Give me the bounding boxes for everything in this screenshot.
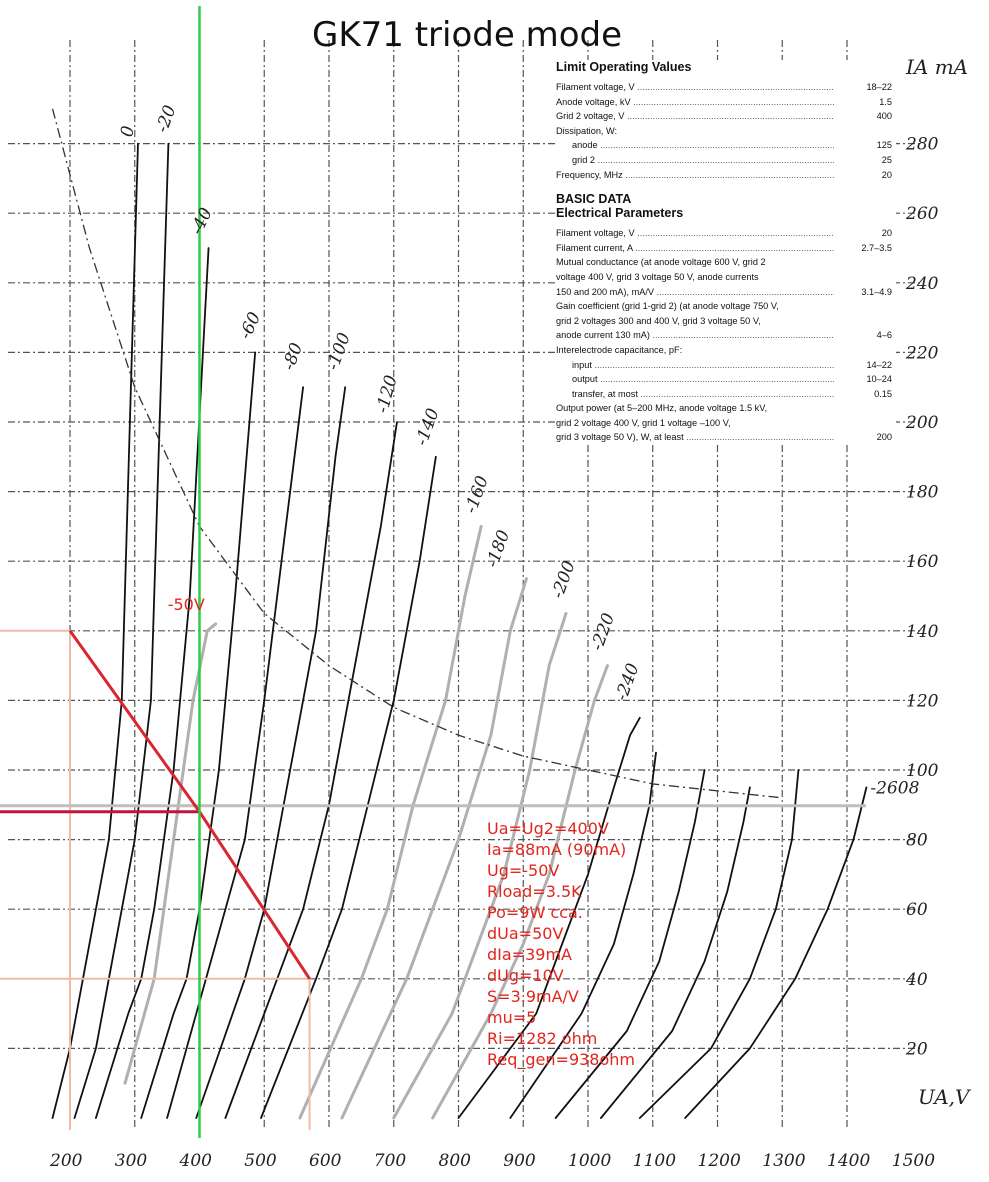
electrical-row: Filament current, A ..... 2.7–3.5: [556, 241, 896, 256]
basic-data-title: BASIC DATA: [556, 192, 632, 207]
curve-label: -220: [587, 610, 620, 654]
curve-label: -240: [611, 660, 644, 704]
mutual-text-2: voltage 400 V, grid 3 voltage 50 V, anode currents: [556, 271, 759, 282]
y-tick-label: 100: [906, 761, 939, 781]
curve-label: -60: [235, 309, 266, 343]
annotation-line: dUg=10V: [487, 966, 564, 985]
curve-label: -160: [461, 473, 493, 517]
annotation-line: Ri=1282 ohm: [487, 1029, 598, 1048]
x-tick-label: 1200: [697, 1151, 741, 1171]
annotation-line: dIa=39mA: [487, 945, 572, 964]
y-tick-label: 280: [906, 134, 939, 155]
y-tick-label: 240: [906, 273, 939, 294]
curve--160: [300, 526, 481, 1118]
annotation-line: Po=9W cca.: [487, 903, 583, 922]
x-tick-label: 1000: [568, 1151, 612, 1171]
y-tick-label: 140: [906, 621, 939, 642]
curve--100: [196, 387, 345, 1118]
curve-label: -140: [411, 405, 444, 449]
x-tick-label: 1500: [891, 1151, 936, 1171]
limit-title: Limit Operating Values: [556, 60, 692, 74]
output-row: grid 3 voltage 50 V), W, at least ..... 200: [556, 430, 896, 445]
x-tick-label: 1100: [632, 1151, 677, 1171]
curve-label: -40: [186, 204, 217, 239]
limit-row: grid 2 ..... 25: [556, 153, 896, 168]
mutual-row: 150 and 200 mA), mA/V ..... 3.1–4.9: [556, 285, 896, 300]
curve--2608: [685, 787, 866, 1118]
annotation-line: S=3.9mA/V: [487, 987, 579, 1006]
y-tick-label: 120: [906, 691, 939, 712]
electrical-title: Electrical Parameters: [556, 206, 684, 221]
limit-row: Grid 2 voltage, V ..... 400: [556, 109, 896, 124]
limit-row: Dissipation, W:: [556, 125, 618, 136]
y-tick-label: 60: [906, 900, 928, 921]
electrical-row: Filament voltage, V ..... 20: [556, 226, 896, 241]
y-axis-label: IA mA: [906, 55, 969, 79]
annotation-line: Rload=3.5K: [487, 882, 582, 901]
chart-title: GK71 triode mode: [312, 15, 623, 55]
limit-row: Anode voltage, kV ..... 1.5: [556, 95, 896, 110]
spec-table: [556, 60, 896, 445]
x-tick-label: 600: [309, 1151, 342, 1171]
gain-text-1: Gain coefficient (grid 1-grid 2) (at anode voltage 750 V,: [556, 301, 779, 312]
y-tick-label: 40: [906, 969, 928, 990]
curve-label: 0: [117, 124, 139, 139]
gain-row: anode current 130 mA) ..... 4–6: [556, 328, 896, 343]
capacitance-title: Interelectrode capacitance, pF:: [556, 344, 683, 355]
curve-label: -100: [323, 330, 355, 373]
y-tick-label: 200: [906, 413, 939, 433]
y-tick-label: 80: [906, 830, 928, 851]
capacitance-rows: [556, 358, 896, 402]
y-tick-label: 160: [906, 552, 939, 573]
curve-label: -20: [152, 102, 181, 136]
electrical-rows: [556, 226, 896, 255]
limit-rows: [556, 80, 896, 182]
y-tick-label: 220: [906, 343, 939, 364]
annotation-line: Ia=88mA (90mA): [487, 840, 627, 859]
x-tick-label: 800: [438, 1151, 471, 1171]
annotation-line: Req_gen=938ohm: [487, 1050, 635, 1069]
output-text-2: grid 2 voltage 400 V, grid 1 voltage –100 V,: [556, 417, 731, 428]
mutual-text-1: Mutual conductance (at anode voltage 600 V, grid 2: [556, 257, 766, 268]
x-tick-label: 900: [503, 1151, 536, 1171]
curve-label: -50V: [167, 594, 205, 614]
curve-label: -2608: [870, 778, 920, 799]
x-axis-label: UA,V: [918, 1085, 970, 1109]
limit-row: Filament voltage, V ..... 18–22: [556, 80, 896, 95]
limit-row: Frequency, MHz ..... 20: [556, 168, 896, 183]
x-tick-label: 1300: [762, 1151, 806, 1171]
limit-row: anode ..... 125: [556, 138, 896, 153]
curve-label: -200: [547, 558, 580, 602]
x-tick-label: 1400: [827, 1151, 871, 1171]
curve--50V: [125, 624, 216, 1083]
capacitance-row: input ..... 14–22: [556, 358, 896, 373]
operating-point-annotation: [487, 818, 635, 1070]
annotation-line: Ua=Ug2=400V: [487, 819, 609, 838]
capacitance-row: output ..... 10–24: [556, 372, 896, 387]
curve-label: -80: [279, 340, 308, 373]
x-tick-label: 200: [50, 1151, 83, 1171]
capacitance-row: transfer, at most ..... 0.15: [556, 387, 896, 402]
y-tick-label: 180: [906, 482, 939, 503]
output-text-1: Output power (at 5–200 MHz, anode voltage 1.5 kV,: [556, 403, 768, 414]
x-tick-label: 400: [179, 1151, 212, 1171]
curve-label: -180: [482, 527, 515, 571]
gain-text-2: grid 2 voltages 300 and 400 V, grid 3 voltage 50 V,: [556, 315, 761, 326]
y-tick-label: 260: [906, 204, 939, 225]
x-tick-label: 500: [244, 1151, 277, 1171]
curve-label: -120: [372, 373, 402, 416]
x-tick-label: 700: [373, 1151, 407, 1171]
x-tick-label: 300: [114, 1151, 148, 1171]
annotation-line: dUa=50V: [487, 924, 564, 943]
annotation-line: mu=5: [487, 1008, 537, 1027]
annotation-line: Ug=-50V: [487, 861, 560, 880]
y-tick-label: 20: [906, 1039, 928, 1060]
